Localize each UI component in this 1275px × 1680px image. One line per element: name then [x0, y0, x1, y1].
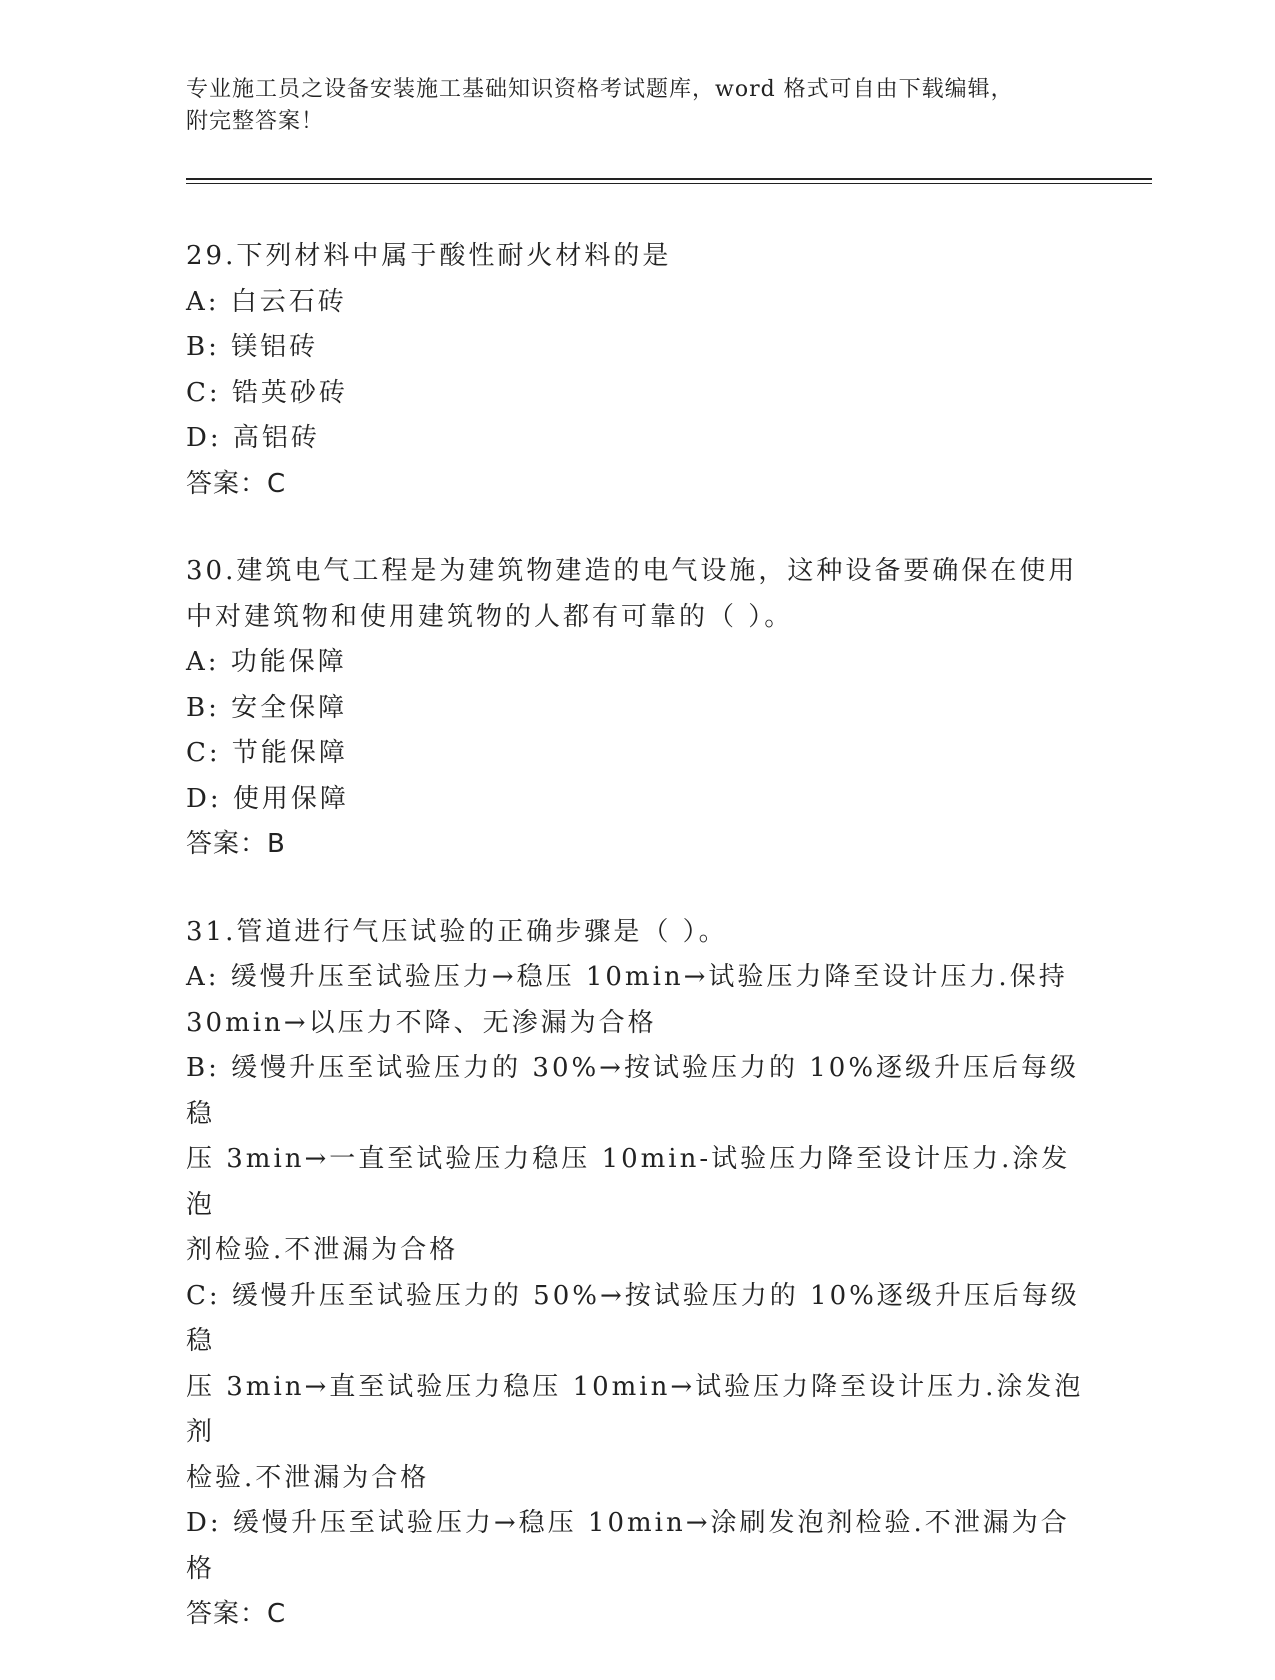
option-d	[186, 416, 1086, 462]
option-line: C: 节能保障	[186, 738, 348, 768]
option-d	[186, 1501, 1086, 1592]
option-d	[186, 777, 1086, 823]
question-29	[186, 234, 1086, 507]
option-a	[186, 280, 1086, 326]
option-line: B: 缓慢升压至试验压力的 30%→按试验压力的 10%逐级升压后每级稳	[186, 1053, 1080, 1129]
header-line-2: 附完整答案！	[186, 109, 325, 134]
answer-label: 答案：C	[186, 1599, 287, 1629]
question-stem	[186, 549, 1086, 640]
option-line: D: 缓慢升压至试验压力→稳压 10min→涂刷发泡剂检验.不泄漏为合格	[186, 1508, 1070, 1584]
option-line: 30min→以压力不降、无渗漏为合格	[186, 1007, 657, 1038]
question-31	[186, 910, 1086, 1638]
document-header	[186, 74, 1066, 138]
option-line: C: 缓慢升压至试验压力的 50%→按试验压力的 10%逐级升压后每级稳	[186, 1280, 1080, 1356]
option-line: A: 缓慢升压至试验压力→稳压 10min→试验压力降至设计压力.保持	[186, 962, 1068, 992]
question-30	[186, 549, 1086, 868]
stem-line: 30.建筑电气工程是为建筑物建造的电气设施，这种设备要确保在使用	[186, 556, 1078, 586]
option-line: 压 3min→一直至试验压力稳压 10min-试验压力降至设计压力.涂发泡	[186, 1144, 1071, 1220]
option-line: 检验.不泄漏为合格	[186, 1462, 430, 1493]
option-b	[186, 325, 1086, 371]
option-line: C: 锆英砂砖	[186, 377, 348, 408]
header-divider-thin	[186, 183, 1152, 184]
option-a	[186, 955, 1086, 1046]
stem-line: 29.下列材料中属于酸性耐火材料的是	[186, 241, 672, 271]
option-line: B: 镁铝砖	[186, 332, 319, 362]
answer-label: 答案：B	[186, 829, 286, 859]
option-line: D: 使用保障	[186, 783, 349, 814]
option-line: 剂检验.不泄漏为合格	[186, 1235, 459, 1265]
answer-label: 答案：C	[186, 468, 287, 499]
question-stem	[186, 910, 1086, 956]
option-c	[186, 731, 1086, 777]
option-line: D: 高铝砖	[186, 423, 320, 453]
header-divider-thick	[186, 178, 1152, 180]
option-line: A: 功能保障	[186, 647, 347, 677]
question-list	[186, 234, 1086, 1680]
header-line-1: 专业施工员之设备安装施工基础知识资格考试题库，word 格式可自由下载编辑，	[186, 77, 1014, 102]
option-line: A: 白云石砖	[186, 286, 347, 317]
option-a	[186, 640, 1086, 686]
option-c	[186, 371, 1086, 417]
stem-line: 31.管道进行气压试验的正确步骤是（ ）。	[186, 916, 728, 947]
stem-line: 中对建筑物和使用建筑物的人都有可靠的（ ）。	[186, 601, 794, 632]
option-b	[186, 1046, 1086, 1274]
option-b	[186, 686, 1086, 732]
option-line: B: 安全保障	[186, 692, 348, 723]
question-stem	[186, 234, 1086, 280]
option-line: 压 3min→直至试验压力稳压 10min→试验压力降至设计压力.涂发泡剂	[186, 1371, 1084, 1447]
option-c	[186, 1274, 1086, 1502]
